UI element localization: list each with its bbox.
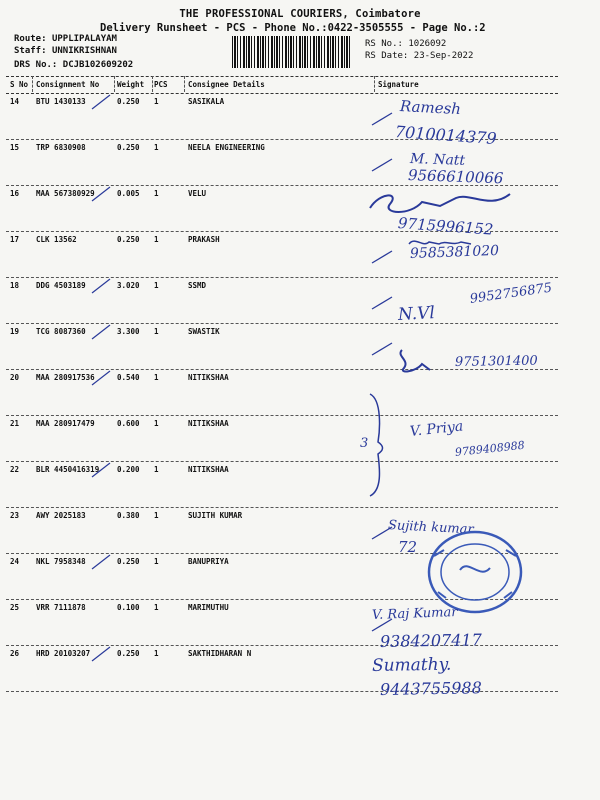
cell-consignee: VELU (188, 189, 207, 198)
company-title: THE PROFESSIONAL COURIERS, Coimbatore (179, 8, 421, 20)
route-value: UPPLIPALAYAM (51, 34, 117, 44)
col-divider (114, 76, 115, 92)
cell-weight: 0.005 (117, 189, 140, 198)
signature-21-phone: 9789408988 (454, 438, 526, 459)
cell-sno: 18 (10, 281, 20, 290)
cell-sno: 14 (10, 97, 20, 106)
cell-consignee: NITIKSHAA (188, 465, 229, 474)
signature-tick-mark (368, 153, 398, 177)
signature-19-phone: 9751301400 (454, 353, 538, 370)
cell-sno: 15 (10, 143, 20, 152)
cell-weight: 3.300 (117, 327, 140, 336)
runsheet-title: Delivery Runsheet - PCS - Phone No.:0422-3505555 - Page No.:2 (100, 22, 486, 34)
signature-15-phone: 9566610066 (407, 166, 504, 188)
cell-pcs: 1 (154, 465, 159, 474)
signature-14-phone: 7010014379 (394, 122, 498, 149)
cell-weight: 0.200 (117, 465, 140, 474)
signature-19-scribble (392, 346, 436, 376)
cell-pcs: 1 (154, 235, 159, 244)
cell-consignee: SAKTHIDHARAN N (188, 649, 252, 658)
route-line (14, 34, 117, 44)
cell-pcs: 1 (154, 97, 159, 106)
signature-17-phone: 9585381020 (409, 242, 500, 262)
pen-tick-mark (88, 645, 118, 665)
col-divider (152, 76, 153, 92)
signature-25-name: V. Raj Kumar (371, 605, 458, 623)
col-weight: Weight (117, 80, 145, 89)
signature-23-phone: 72 (398, 538, 418, 556)
cell-pcs: 1 (154, 419, 159, 428)
cell-consignment: VRR 7111878 (36, 603, 86, 612)
barcode-image (232, 36, 352, 68)
cell-weight: 0.540 (117, 373, 140, 382)
pen-tick-mark (88, 93, 118, 113)
cell-weight: 0.250 (117, 235, 140, 244)
cell-sno: 26 (10, 649, 20, 658)
pen-tick-mark (88, 323, 118, 343)
cell-pcs: 1 (154, 511, 159, 520)
cell-consignee: SSMD (188, 281, 207, 290)
cell-consignment: MAA 567380929 (36, 189, 95, 198)
drs-line (14, 60, 133, 70)
cell-pcs: 1 (154, 189, 159, 198)
cell-sno: 22 (10, 465, 20, 474)
rs-date-line (365, 51, 473, 61)
col-pcs: PCS (154, 80, 168, 89)
cell-pcs: 1 (154, 649, 159, 658)
cell-consignment: TCG 8087360 (36, 327, 86, 336)
cell-weight: 0.250 (117, 649, 140, 658)
col-divider (374, 76, 375, 92)
col-consignment: Consignment No (36, 80, 100, 89)
signature-tick-mark (368, 107, 398, 131)
cell-consignment: AWY 2025183 (36, 511, 86, 520)
cell-consignment: MAA 280917536 (36, 373, 95, 382)
cell-weight: 0.100 (117, 603, 140, 612)
cell-consignee: BANUPRIYA (188, 557, 229, 566)
signature-21-mark: 3 (360, 436, 369, 451)
cell-consignee: NITIKSHAA (188, 419, 229, 428)
signature-14-name: Ramesh (399, 97, 462, 119)
cell-consignment: BTU 1430133 (36, 97, 86, 106)
pen-tick-mark (88, 369, 118, 389)
cell-pcs: 1 (154, 373, 159, 382)
cell-sno: 25 (10, 603, 20, 612)
table-row (6, 461, 558, 508)
col-sno: S No (10, 80, 29, 89)
signature-21-name: V. Priya (409, 418, 464, 440)
cell-weight: 0.250 (117, 143, 140, 152)
route-label: Route: (14, 34, 47, 44)
cell-weight: 3.020 (117, 281, 140, 290)
cell-sno: 17 (10, 235, 20, 244)
signature-brace (366, 390, 390, 500)
cell-consignee: NEELA ENGINEERING (188, 143, 265, 152)
cell-sno: 21 (10, 419, 20, 428)
col-consignee: Consignee Details (188, 80, 265, 89)
cell-pcs: 1 (154, 143, 159, 152)
signature-25-phone: 9384207417 (379, 630, 482, 651)
signature-23-name: Sujith kumar (387, 518, 475, 538)
staff-label: Staff: (14, 46, 47, 56)
cell-sno: 23 (10, 511, 20, 520)
cell-consignment: NKL 7958348 (36, 557, 86, 566)
cell-consignee: SASIKALA (188, 97, 225, 106)
cell-consignment: DDG 4503189 (36, 281, 86, 290)
signature-26-name: Sumathy. (371, 654, 452, 676)
staff-value: UNNIKRISHNAN (51, 46, 117, 56)
cell-consignment: TRP 6830908 (36, 143, 86, 152)
signature-18-phone: 9952756875 (468, 280, 553, 307)
signature-15-name: M. Natt (409, 151, 466, 169)
staff-line (14, 46, 117, 56)
col-divider (184, 76, 185, 92)
cell-pcs: 1 (154, 557, 159, 566)
rs-no-value: 1026092 (408, 39, 447, 49)
cell-consignee: NITIKSHAA (188, 373, 229, 382)
cell-sno: 20 (10, 373, 20, 382)
cell-consignee: SWASTIK (188, 327, 220, 336)
signature-tick-mark (368, 245, 398, 269)
signature-26-phone: 9443755988 (379, 678, 482, 699)
cell-consignment: CLK 13562 (36, 235, 77, 244)
signature-18-name: N.Vl (397, 303, 436, 325)
cell-pcs: 1 (154, 327, 159, 336)
rs-date-value: 23-Sep-2022 (413, 51, 474, 61)
rs-no-line (365, 39, 446, 49)
signature-16-scribble (360, 188, 520, 220)
pen-tick-mark (88, 185, 118, 205)
drs-value: DCJB102609202 (62, 60, 134, 70)
cell-weight: 0.380 (117, 511, 140, 520)
cell-consignee: MARIMUTHU (188, 603, 229, 612)
col-divider (32, 76, 33, 92)
cell-weight: 0.600 (117, 419, 140, 428)
pen-tick-mark (88, 553, 118, 573)
col-signature: Signature (378, 80, 419, 89)
table-row (6, 369, 558, 416)
cell-consignment: MAA 280917479 (36, 419, 95, 428)
signature-16-phone: 9715996152 (397, 214, 494, 239)
cell-sno: 16 (10, 189, 20, 198)
cell-consignee: SUJITH KUMAR (188, 511, 243, 520)
cell-consignment: HRD 20103207 (36, 649, 91, 658)
rs-no-label: RS No.: (365, 39, 403, 49)
cell-sno: 24 (10, 557, 20, 566)
pen-tick-mark (88, 277, 118, 297)
cell-pcs: 1 (154, 603, 159, 612)
cell-consignee: PRAKASH (188, 235, 220, 244)
cell-weight: 0.250 (117, 97, 140, 106)
cell-pcs: 1 (154, 281, 159, 290)
signature-tick-mark (368, 291, 398, 315)
drs-label: DRS No.: (14, 60, 58, 70)
pen-tick-mark (88, 461, 118, 481)
cell-weight: 0.250 (117, 557, 140, 566)
rs-date-label: RS Date: (365, 51, 409, 61)
cell-sno: 19 (10, 327, 20, 336)
cell-consignment: BLR 4450416319 (36, 465, 100, 474)
table-header (6, 76, 558, 94)
